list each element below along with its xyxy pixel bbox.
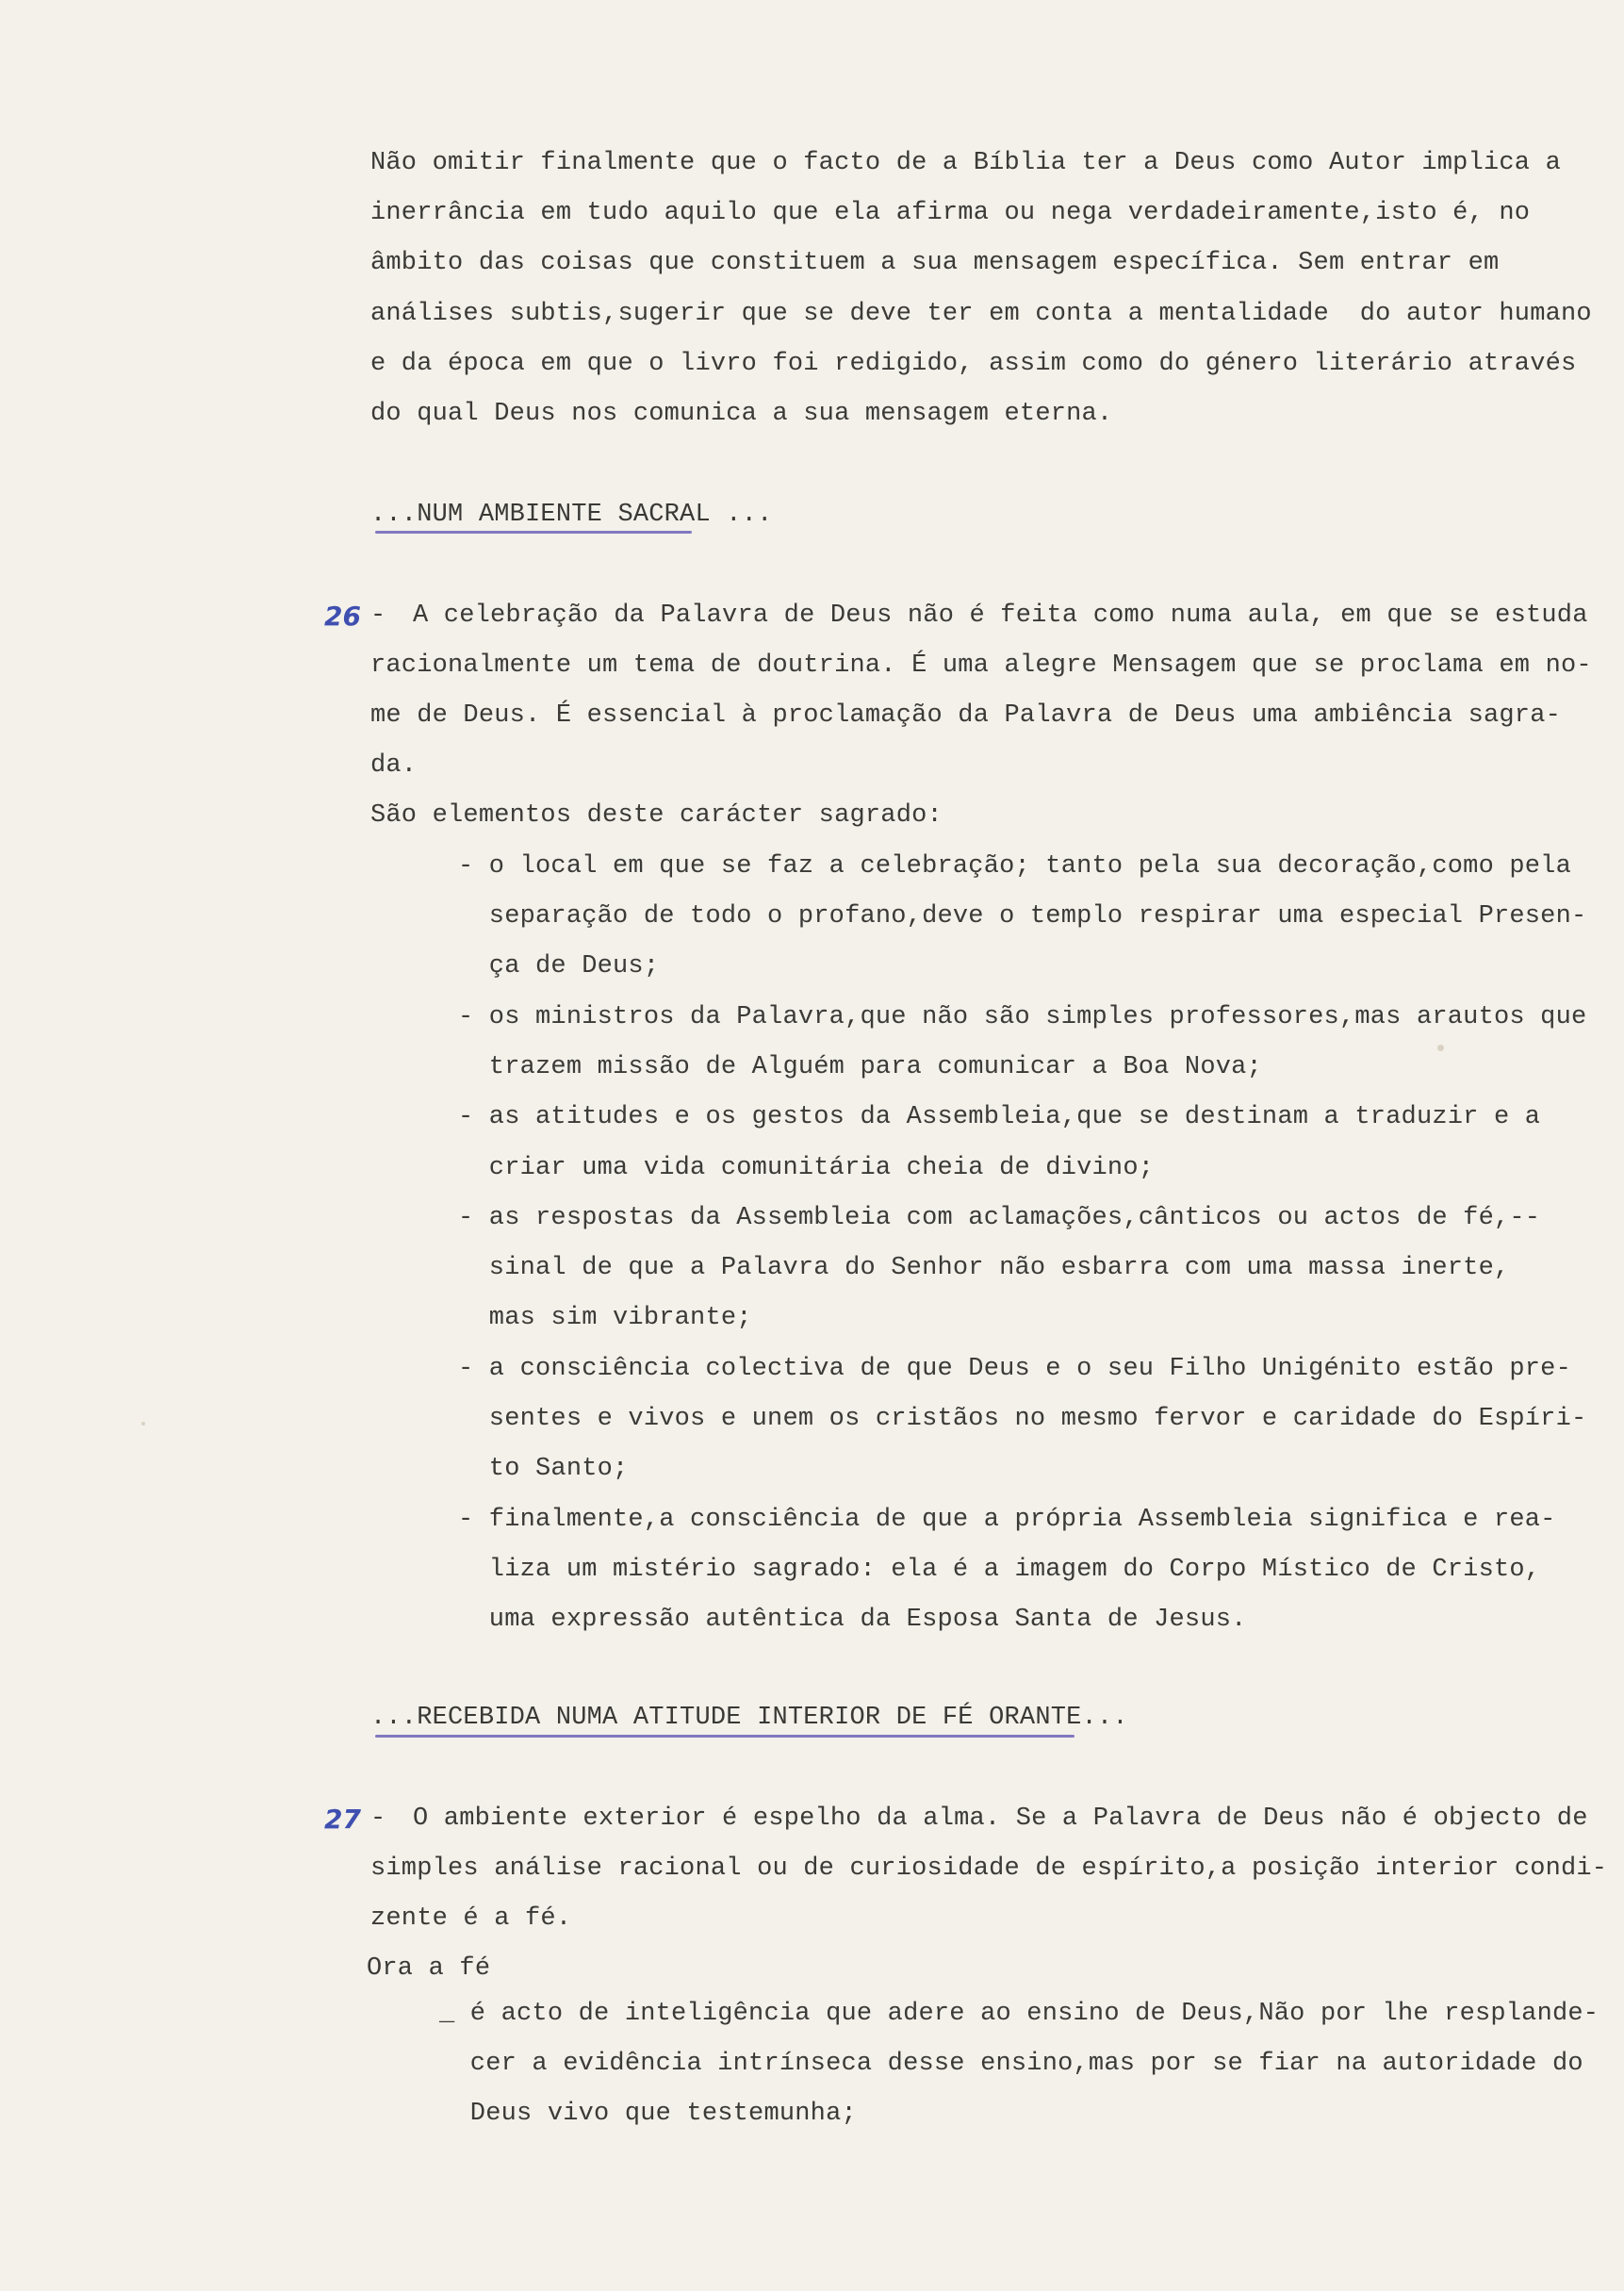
intro-line: análises subtis,sugerir que se deve ter em conta a mentalidade do autor humano <box>370 300 1592 328</box>
heading-underline <box>375 531 692 534</box>
list-item-line: - as atitudes e os gestos da Assembleia,que se destinam a traduzir e a <box>458 1103 1541 1131</box>
paragraph-line: zente é a fé. <box>370 1904 572 1933</box>
list-item-line: - finalmente,a consciência de que a própria Assembleia significa e rea- <box>458 1506 1556 1534</box>
list-item-line: _ é acto de inteligência que adere ao ensino de Deus,Não por lhe resplande- <box>439 2000 1599 2028</box>
list-item-line: - as respostas da Assembleia com aclamações,cânticos ou actos de fé,-- <box>458 1204 1541 1232</box>
list-item-line: - o local em que se faz a celebração; tanto pela sua decoração,como pela <box>458 852 1571 881</box>
paragraph-line: me de Deus. É essencial à proclamação da Palavra de Deus uma ambiência sagra- <box>370 701 1562 730</box>
intro-line: e da época em que o livro foi redigido, assim como do género literário através <box>370 350 1577 378</box>
intro-line: do qual Deus nos comunica a sua mensagem eterna. <box>370 400 1113 428</box>
paragraph-line: São elementos deste carácter sagrado: <box>370 801 943 830</box>
section-heading-faith: ...RECEBIDA NUMA ATITUDE INTERIOR DE FÉ ORANTE... <box>370 1704 1128 1732</box>
heading-underline <box>375 1735 1074 1738</box>
list-item-line: ça de Deus; <box>458 952 660 981</box>
paper-speck <box>141 1422 145 1426</box>
list-item-line: liza um mistério sagrado: ela é a imagem do Corpo Místico de Cristo, <box>458 1556 1541 1584</box>
paragraph-line: O ambiente exterior é espelho da alma. Se a Palavra de Deus não é objecto de <box>413 1805 1588 1833</box>
list-item-line: trazem missão de Alguém para comunicar a Boa Nova; <box>458 1053 1262 1081</box>
paragraph-number: 27 <box>324 1804 361 1835</box>
paragraph-line: racionalmente um tema de doutrina. É uma alegre Mensagem que se proclama em no- <box>370 651 1592 680</box>
paper-speck <box>1437 1045 1444 1051</box>
list-item-line: sinal de que a Palavra do Senhor não esbarra com uma massa inerte, <box>458 1254 1510 1282</box>
list-item-line: - os ministros da Palavra,que não são simples professores,mas arautos que <box>458 1003 1587 1031</box>
intro-line: âmbito das coisas que constituem a sua mensagem específica. Sem entrar em <box>370 249 1500 277</box>
paragraph-line: simples análise racional ou de curiosidade de espírito,a posição interior condi- <box>370 1854 1608 1883</box>
section-heading-sacral: ...NUM AMBIENTE SACRAL ... <box>370 501 773 529</box>
paragraph-line: Ora a fé <box>367 1954 491 1983</box>
paragraph-number: 26 <box>324 601 361 632</box>
list-item-line: separação de todo o profano,deve o templo respirar uma especial Presen- <box>458 902 1587 931</box>
list-item-line: criar uma vida comunitária cheia de divino; <box>458 1154 1155 1182</box>
list-item-line: sentes e vivos e unem os cristãos no mesmo fervor e caridade do Espíri- <box>458 1405 1587 1433</box>
paragraph-dash: - <box>370 1805 386 1833</box>
list-item-line: to Santo; <box>458 1455 629 1483</box>
list-item-line: Deus vivo que testemunha; <box>439 2100 857 2128</box>
list-item-line: mas sim vibrante; <box>458 1304 752 1332</box>
paragraph-dash: - <box>370 602 386 630</box>
intro-line: inerrância em tudo aquilo que ela afirma ou nega verdadeiramente,isto é, no <box>370 199 1531 227</box>
list-item-line: uma expressão autêntica da Esposa Santa de Jesus. <box>458 1606 1247 1634</box>
paragraph-line: A celebração da Palavra de Deus não é feita como numa aula, em que se estuda <box>413 602 1588 630</box>
paragraph-line: da. <box>370 751 418 780</box>
list-item-line: - a consciência colectiva de que Deus e o seu Filho Unigénito estão pre- <box>458 1355 1571 1383</box>
list-item-line: cer a evidência intrínseca desse ensino,mas por se fiar na autoridade do <box>439 2050 1583 2078</box>
intro-line: Não omitir finalmente que o facto de a Bíblia ter a Deus como Autor implica a <box>370 149 1562 177</box>
